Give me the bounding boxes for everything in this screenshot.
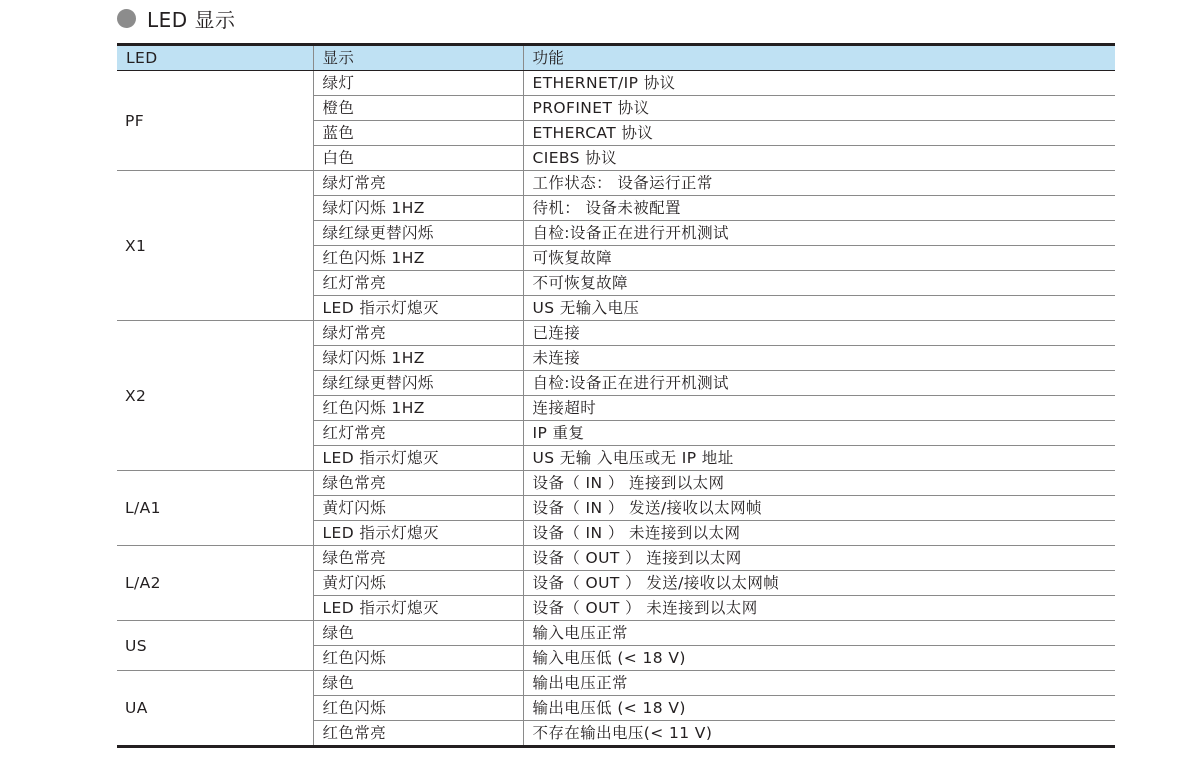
function-cell: US 无输入电压 <box>523 296 1115 321</box>
function-cell: 输出电压低 (< 18 V) <box>523 696 1115 721</box>
table-row <box>117 621 1115 646</box>
function-cell: 输出电压正常 <box>523 671 1115 696</box>
function-cell: US 无输 入电压或无 IP 地址 <box>523 446 1115 471</box>
function-cell: 输入电压正常 <box>523 621 1115 646</box>
table-body <box>117 71 1115 747</box>
table-row <box>117 471 1115 496</box>
led-name-cell: PF <box>117 71 313 171</box>
table-row <box>117 546 1115 571</box>
display-state-cell: 黄灯闪烁 <box>313 571 523 596</box>
function-cell: ETHERCAT 协议 <box>523 121 1115 146</box>
table-row <box>117 171 1115 196</box>
function-cell: CIEBS 协议 <box>523 146 1115 171</box>
display-state-cell: 绿灯闪烁 1HZ <box>313 196 523 221</box>
led-status-table <box>117 43 1115 748</box>
led-name-cell: L/A1 <box>117 471 313 546</box>
display-state-cell: 橙色 <box>313 96 523 121</box>
header-state: 显示 <box>313 45 523 71</box>
function-cell: 可恢复故障 <box>523 246 1115 271</box>
header-function: 功能 <box>523 45 1115 71</box>
display-state-cell: 红灯常亮 <box>313 421 523 446</box>
display-state-cell: 绿色 <box>313 621 523 646</box>
display-state-cell: LED 指示灯熄灭 <box>313 521 523 546</box>
function-cell: 不可恢复故障 <box>523 271 1115 296</box>
function-cell: PROFINET 协议 <box>523 96 1115 121</box>
function-cell: 连接超时 <box>523 396 1115 421</box>
function-cell: 自检:设备正在进行开机测试 <box>523 371 1115 396</box>
table-row <box>117 321 1115 346</box>
function-cell: 未连接 <box>523 346 1115 371</box>
display-state-cell: 红色常亮 <box>313 721 523 747</box>
function-cell: 设备（ IN ） 未连接到以太网 <box>523 521 1115 546</box>
display-state-cell: 绿灯 <box>313 71 523 96</box>
display-state-cell: 红色闪烁 <box>313 696 523 721</box>
section-heading <box>117 4 236 32</box>
display-state-cell: 绿灯常亮 <box>313 171 523 196</box>
function-cell: 设备（ OUT ） 发送/接收以太网帧 <box>523 571 1115 596</box>
section-title: LED 显示 <box>147 7 236 32</box>
display-state-cell: 白色 <box>313 146 523 171</box>
display-state-cell: 红色闪烁 <box>313 646 523 671</box>
function-cell: 设备（ OUT ） 未连接到以太网 <box>523 596 1115 621</box>
display-state-cell: 绿色 <box>313 671 523 696</box>
table-row <box>117 71 1115 96</box>
display-state-cell: LED 指示灯熄灭 <box>313 446 523 471</box>
table-header-row <box>117 45 1115 71</box>
function-cell: 待机： 设备未被配置 <box>523 196 1115 221</box>
function-cell: IP 重复 <box>523 421 1115 446</box>
display-state-cell: 绿色常亮 <box>313 546 523 571</box>
led-name-cell: UA <box>117 671 313 747</box>
display-state-cell: 绿色常亮 <box>313 471 523 496</box>
function-cell: 设备（ IN ） 连接到以太网 <box>523 471 1115 496</box>
display-state-cell: 黄灯闪烁 <box>313 496 523 521</box>
display-state-cell: LED 指示灯熄灭 <box>313 296 523 321</box>
display-state-cell: 绿灯闪烁 1HZ <box>313 346 523 371</box>
function-cell: ETHERNET/IP 协议 <box>523 71 1115 96</box>
display-state-cell: 绿红绿更替闪烁 <box>313 371 523 396</box>
display-state-cell: 红色闪烁 1HZ <box>313 396 523 421</box>
display-state-cell: 绿灯常亮 <box>313 321 523 346</box>
display-state-cell: 红灯常亮 <box>313 271 523 296</box>
led-name-cell: X2 <box>117 321 313 471</box>
bullet-circle-icon <box>117 9 136 28</box>
function-cell: 输入电压低 (< 18 V) <box>523 646 1115 671</box>
function-cell: 设备（ IN ） 发送/接收以太网帧 <box>523 496 1115 521</box>
display-state-cell: 蓝色 <box>313 121 523 146</box>
led-name-cell: X1 <box>117 171 313 321</box>
header-led: LED <box>117 45 313 71</box>
function-cell: 自检:设备正在进行开机测试 <box>523 221 1115 246</box>
display-state-cell: LED 指示灯熄灭 <box>313 596 523 621</box>
function-cell: 工作状态： 设备运行正常 <box>523 171 1115 196</box>
led-name-cell: L/A2 <box>117 546 313 621</box>
function-cell: 不存在输出电压(< 11 V) <box>523 721 1115 747</box>
led-name-cell: US <box>117 621 313 671</box>
table-row <box>117 671 1115 696</box>
display-state-cell: 绿红绿更替闪烁 <box>313 221 523 246</box>
display-state-cell: 红色闪烁 1HZ <box>313 246 523 271</box>
function-cell: 已连接 <box>523 321 1115 346</box>
function-cell: 设备（ OUT ） 连接到以太网 <box>523 546 1115 571</box>
